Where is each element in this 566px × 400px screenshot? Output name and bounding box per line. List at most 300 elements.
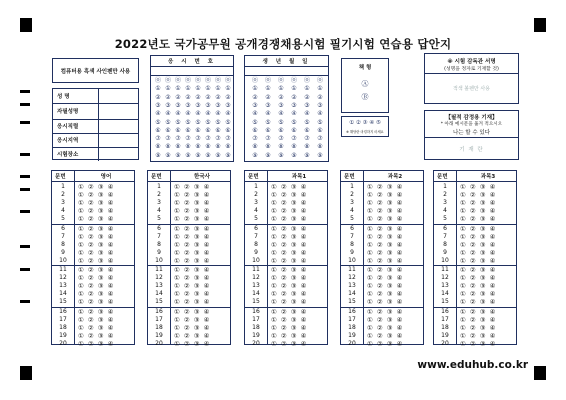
question-number: 20	[59, 339, 67, 347]
answer-choice-bubbles[interactable]: ① ② ③ ④	[174, 323, 211, 332]
exam-number-bubble[interactable]: ⑨	[205, 151, 211, 159]
answer-row	[52, 241, 134, 249]
birth-date-bubble[interactable]: ⑧	[265, 143, 271, 151]
question-number: 17	[59, 315, 67, 323]
question-number: 19	[252, 331, 260, 339]
question-number: 5	[61, 215, 65, 222]
answer-choice-bubbles[interactable]: ① ② ③ ④	[78, 191, 115, 199]
answer-choice-bubbles[interactable]: ① ② ③ ④	[78, 256, 115, 265]
answer-choice-bubbles[interactable]: ① ② ③ ④	[367, 256, 404, 265]
question-number: 1	[443, 183, 447, 190]
exam-number-bubble[interactable]: ⓪	[174, 77, 181, 84]
exam-number-bubble[interactable]: ③	[205, 101, 211, 109]
answer-choice-bubbles[interactable]: ① ② ③ ④	[78, 323, 115, 332]
answer-choice-bubbles[interactable]: ① ② ③ ④	[367, 323, 404, 332]
exam-number-bubble[interactable]: ①	[215, 85, 221, 93]
exam-number-bubble[interactable]: ④	[195, 110, 201, 118]
handwriting-field[interactable]: 기 재 란	[459, 147, 484, 153]
answer-choice-bubbles[interactable]: ① ② ③ ④	[174, 256, 211, 265]
answer-choice-bubbles[interactable]: ① ② ③ ④	[367, 183, 404, 191]
answer-choice-bubbles[interactable]: ① ② ③ ④	[460, 256, 497, 265]
info-row-region	[53, 133, 138, 148]
exam-number-bubble[interactable]: ⑤	[215, 118, 221, 126]
answer-choice-bubbles[interactable]: ① ② ③ ④	[367, 307, 404, 316]
exam-number-bubble[interactable]: ⓪	[164, 77, 171, 84]
exam-number-bubble[interactable]: ⑨	[165, 151, 171, 159]
exam-number-bubble[interactable]: ⑤	[195, 118, 201, 126]
answer-choice-bubbles[interactable]: ① ② ③ ④	[174, 274, 211, 282]
answer-choice-bubbles[interactable]: ① ② ③ ④	[174, 266, 211, 274]
answer-choice-bubbles[interactable]: ① ② ③ ④	[174, 315, 211, 324]
exam-number-bubble[interactable]: ①	[155, 85, 161, 93]
answer-choice-bubbles[interactable]: ① ② ③ ④	[78, 298, 115, 306]
answer-choice-bubbles[interactable]: ① ② ③ ④	[271, 232, 308, 241]
answer-choice-bubbles[interactable]: ① ② ③ ④	[78, 183, 115, 191]
answer-choice-bubbles[interactable]: ① ② ③ ④	[174, 248, 211, 257]
exam-number-bubble[interactable]: ③	[175, 101, 181, 109]
birth-date-bubble[interactable]: ②	[317, 93, 323, 101]
answer-choice-bubbles[interactable]: ① ② ③ ④	[271, 207, 308, 215]
birth-date-bubble[interactable]: ②	[278, 93, 284, 101]
exam-number-bubble[interactable]: ⑦	[225, 135, 231, 143]
birth-date-bubble[interactable]: ⑤	[317, 118, 323, 126]
birth-date-bubble[interactable]: ④	[317, 110, 323, 118]
answer-choice-bubbles[interactable]: ① ② ③ ④	[271, 256, 308, 265]
question-number: 18	[348, 323, 356, 331]
answer-choice-bubbles[interactable]: ① ② ③ ④	[174, 290, 211, 298]
answer-choice-bubbles[interactable]: ① ② ③ ④	[78, 224, 115, 233]
answer-row	[434, 241, 516, 249]
birth-date-bubble[interactable]: ⑨	[317, 151, 323, 159]
exam-number-bubble[interactable]: ③	[155, 101, 161, 109]
answer-choice-bubbles[interactable]: ① ② ③ ④	[367, 282, 404, 290]
answer-row	[148, 183, 230, 191]
exam-number-bubble[interactable]: ⑧	[175, 143, 181, 151]
birth-date-bubble[interactable]: ⑤	[265, 118, 271, 126]
birth-date-bubble[interactable]: ③	[317, 101, 323, 109]
answer-choice-bubbles[interactable]: ① ② ③ ④	[367, 248, 404, 257]
answer-choice-bubbles[interactable]: ① ② ③ ④	[174, 240, 211, 249]
birth-date-bubble[interactable]: ⑨	[252, 151, 258, 159]
exam-number-bubble[interactable]: ⑤	[185, 118, 191, 126]
exam-number-bubble[interactable]: ①	[205, 85, 211, 93]
answer-choice-bubbles[interactable]: ① ② ③ ④	[367, 240, 404, 249]
answer-choice-bubbles[interactable]: ① ② ③ ④	[78, 215, 115, 223]
answer-choice-bubbles[interactable]: ① ② ③ ④	[174, 224, 211, 233]
answer-choice-bubbles[interactable]: ① ② ③ ④	[367, 224, 404, 233]
answer-choice-bubbles[interactable]: ① ② ③ ④	[460, 183, 497, 191]
birth-date-bubble[interactable]: ③	[304, 101, 310, 109]
exam-number-bubble[interactable]: ⑨	[225, 151, 231, 159]
exam-number-bubble[interactable]: ⑦	[195, 135, 201, 143]
question-number: 5	[350, 215, 354, 222]
birth-date-bubble[interactable]: ③	[252, 101, 258, 109]
answer-choice-bubbles[interactable]: ① ② ③ ④	[174, 215, 211, 223]
answer-choice-bubbles[interactable]: ① ② ③ ④	[460, 331, 497, 340]
answer-choice-bubbles[interactable]: ① ② ③ ④	[367, 266, 404, 274]
question-number: 7	[443, 232, 447, 240]
answer-choice-bubbles[interactable]: ① ② ③ ④	[460, 215, 497, 223]
answer-choice-bubbles[interactable]: ① ② ③ ④	[367, 232, 404, 241]
birth-date-bubble[interactable]: ⑤	[304, 118, 310, 126]
exam-number-bubble[interactable]: ⑧	[185, 143, 191, 151]
birth-date-bubble[interactable]: ⓪	[303, 77, 310, 84]
answer-row	[434, 266, 516, 274]
exam-number-bubble[interactable]: ①	[225, 85, 231, 93]
answer-choice-bubbles[interactable]: ① ② ③ ④	[78, 307, 115, 316]
birth-date-bubbles	[245, 77, 330, 161]
answer-choice-bubbles[interactable]: ① ② ③ ④	[174, 339, 211, 348]
birth-date-bubble[interactable]: ④	[278, 110, 284, 118]
birth-date-bubble[interactable]: ③	[265, 101, 271, 109]
birth-date-bubble[interactable]: ④	[304, 110, 310, 118]
answer-choice-bubbles[interactable]: ① ② ③ ④	[271, 199, 308, 207]
answer-row	[434, 308, 516, 316]
question-number: 7	[350, 232, 354, 240]
question-number: 4	[443, 207, 447, 214]
birth-date-bubble[interactable]: ⑤	[291, 118, 297, 126]
exam-number-bubble[interactable]: ④	[215, 110, 221, 118]
exam-number-bubble[interactable]: ⑤	[205, 118, 211, 126]
exam-number-bubble[interactable]: ③	[195, 101, 201, 109]
exam-number-bubble[interactable]: ①	[185, 85, 191, 93]
birth-date-bubble[interactable]: ①	[317, 85, 323, 93]
answer-choice-bubbles[interactable]: ① ② ③ ④	[271, 331, 308, 340]
registration-mark-top-left	[20, 18, 32, 32]
answer-row	[245, 225, 327, 233]
answer-choice-bubbles[interactable]: ① ② ③ ④	[460, 224, 497, 233]
exam-number-bubble[interactable]: ①	[175, 85, 181, 93]
exam-number-bubble[interactable]: ⓪	[204, 77, 211, 84]
exam-number-bubble[interactable]: ④	[175, 110, 181, 118]
birth-date-bubble[interactable]: ⑤	[278, 118, 284, 126]
birth-date-bubble[interactable]: ⓪	[264, 77, 271, 84]
answer-choice-bubbles[interactable]: ① ② ③ ④	[174, 307, 211, 316]
answer-row	[341, 207, 423, 215]
exam-number-bubble[interactable]: ⑦	[215, 135, 221, 143]
answer-choice-bubbles[interactable]: ① ② ③ ④	[271, 282, 308, 290]
answer-choice-bubbles[interactable]: ① ② ③ ④	[460, 298, 497, 306]
answer-choice-bubbles[interactable]: ① ② ③ ④	[174, 331, 211, 340]
answer-choice-bubbles[interactable]: ① ② ③ ④	[271, 191, 308, 199]
birth-date-bubble[interactable]: ②	[252, 93, 258, 101]
birth-date-bubble[interactable]: ⑨	[304, 151, 310, 159]
exam-number-bubble[interactable]: ③	[185, 101, 191, 109]
birth-date-bubble[interactable]: ⑨	[265, 151, 271, 159]
answer-choice-bubbles[interactable]: ① ② ③ ④	[367, 298, 404, 306]
birth-date-bubble[interactable]: ⑦	[304, 135, 310, 143]
answer-choice-bubbles[interactable]: ① ② ③ ④	[78, 232, 115, 241]
answer-choice-bubbles[interactable]: ① ② ③ ④	[367, 331, 404, 340]
exam-number-bubble[interactable]: ⑤	[175, 118, 181, 126]
birth-date-bubble[interactable]: ③	[291, 101, 297, 109]
birth-date-bubble[interactable]: ①	[278, 85, 284, 93]
answer-choice-bubbles[interactable]: ① ② ③ ④	[271, 224, 308, 233]
signature-field[interactable]	[99, 103, 138, 119]
exam-number-bubble[interactable]: ⓪	[184, 77, 191, 84]
answer-choice-bubbles[interactable]: ① ② ③ ④	[367, 199, 404, 207]
answer-choice-bubbles[interactable]: ① ② ③ ④	[271, 339, 308, 348]
answer-row	[434, 290, 516, 298]
answer-row	[341, 257, 423, 265]
birth-date-bubble[interactable]: ⑥	[317, 126, 323, 134]
question-number: 10	[252, 256, 260, 264]
exam-number-bubble[interactable]: ④	[185, 110, 191, 118]
birth-date-bubble[interactable]: ⑥	[252, 126, 258, 134]
question-number: 10	[59, 256, 67, 264]
answer-choice-bubbles[interactable]: ① ② ③ ④	[271, 266, 308, 274]
exam-number-bubble[interactable]: ⑨	[195, 151, 201, 159]
answer-choice-bubbles[interactable]: ① ② ③ ④	[174, 298, 211, 306]
answer-row	[341, 340, 423, 348]
exam-number-bubble[interactable]: ⑧	[165, 143, 171, 151]
birth-date-bubble[interactable]: ⑤	[252, 118, 258, 126]
answer-choice-bubbles[interactable]: ① ② ③ ④	[271, 274, 308, 282]
exam-number-bubble[interactable]: ③	[225, 101, 231, 109]
exam-number-bubble[interactable]: ⑦	[185, 135, 191, 143]
answer-choice-bubbles[interactable]: ① ② ③ ④	[460, 282, 497, 290]
answer-choice-bubbles[interactable]: ① ② ③ ④	[78, 240, 115, 249]
booklet-option-b[interactable]: Ⓑ	[361, 93, 369, 101]
answer-choice-bubbles[interactable]: ① ② ③ ④	[460, 339, 497, 348]
answer-choice-bubbles[interactable]: ① ② ③ ④	[271, 183, 308, 191]
exam-number-bubble[interactable]: ②	[225, 93, 231, 101]
birth-date-bubble[interactable]: ⑨	[278, 151, 284, 159]
exam-number-bubble[interactable]: ⓪	[154, 77, 161, 84]
birth-date-bubble[interactable]: ③	[278, 101, 284, 109]
birth-date-bubble[interactable]: ⑧	[278, 143, 284, 151]
exam-number-bubble[interactable]: ⑦	[165, 135, 171, 143]
exam-number-bubble[interactable]: ②	[185, 93, 191, 101]
birth-date-bubble[interactable]: ④	[291, 110, 297, 118]
exam-number-bubble[interactable]: ②	[165, 93, 171, 101]
birth-date-bubble[interactable]: ⓪	[251, 77, 258, 84]
answer-choice-bubbles[interactable]: ① ② ③ ④	[460, 191, 497, 199]
birth-date-bubble[interactable]: ⑧	[252, 143, 258, 151]
question-number: 13	[59, 282, 67, 289]
answer-choice-bubbles[interactable]: ① ② ③ ④	[460, 274, 497, 282]
exam-number-bubble[interactable]: ④	[225, 110, 231, 118]
birth-date-bubble[interactable]: ⑦	[317, 135, 323, 143]
answer-column	[244, 170, 328, 348]
answer-choice-bubbles[interactable]: ① ② ③ ④	[460, 232, 497, 241]
exam-number-bubble[interactable]: ⑥	[225, 126, 231, 134]
answer-choice-bubbles[interactable]: ① ② ③ ④	[271, 315, 308, 324]
exam-number-bubble[interactable]: ④	[205, 110, 211, 118]
answer-choice-bubbles[interactable]: ① ② ③ ④	[174, 232, 211, 241]
answer-choice-bubbles[interactable]: ① ② ③ ④	[460, 240, 497, 249]
birth-date-bubble[interactable]: ⑥	[265, 126, 271, 134]
answer-choice-bubbles[interactable]: ① ② ③ ④	[460, 323, 497, 332]
exam-number-bubble[interactable]: ⑥	[155, 126, 161, 134]
answer-choice-bubbles[interactable]: ① ② ③ ④	[174, 191, 211, 199]
answer-choice-bubbles[interactable]: ① ② ③ ④	[271, 307, 308, 316]
answer-choice-bubbles[interactable]: ① ② ③ ④	[271, 240, 308, 249]
exam-number-bubble[interactable]: ⑨	[215, 151, 221, 159]
answer-row	[52, 298, 134, 306]
answer-row	[148, 207, 230, 215]
question-number: 17	[441, 315, 449, 323]
question-number: 4	[350, 207, 354, 214]
booklet-type-box	[341, 58, 389, 113]
answer-choice-bubbles[interactable]: ① ② ③ ④	[174, 199, 211, 207]
answer-row	[52, 332, 134, 340]
answer-choice-bubbles[interactable]: ① ② ③ ④	[367, 315, 404, 324]
answer-choice-bubbles[interactable]: ① ② ③ ④	[78, 290, 115, 298]
answer-row	[245, 298, 327, 306]
answer-choice-bubbles[interactable]: ① ② ③ ④	[460, 199, 497, 207]
birth-date-bubble[interactable]: ⑥	[304, 126, 310, 134]
answer-choice-bubbles[interactable]: ① ② ③ ④	[78, 207, 115, 215]
birth-date-bubble[interactable]: ⓪	[277, 77, 284, 84]
birth-date-bubble[interactable]: ④	[252, 110, 258, 118]
booklet-note-text: ※ 해당란 마킹하지 마세요	[346, 130, 384, 134]
exam-number-bubble[interactable]: ②	[205, 93, 211, 101]
birth-date-bubble[interactable]: ⑦	[278, 135, 284, 143]
answer-choice-bubbles[interactable]: ① ② ③ ④	[78, 266, 115, 274]
answer-choice-bubbles[interactable]: ① ② ③ ④	[271, 298, 308, 306]
exam-number-bubble[interactable]: ⑧	[215, 143, 221, 151]
answer-choice-bubbles[interactable]: ① ② ③ ④	[78, 315, 115, 324]
birth-date-bubble[interactable]: ⑧	[304, 143, 310, 151]
exam-number-bubble[interactable]: ③	[165, 101, 171, 109]
question-number: 8	[350, 240, 354, 248]
exam-number-bubble[interactable]: ④	[165, 110, 171, 118]
answer-choice-bubbles[interactable]: ① ② ③ ④	[460, 207, 497, 215]
birth-date-bubble[interactable]: ②	[265, 93, 271, 101]
exam-number-bubble[interactable]: ③	[215, 101, 221, 109]
birth-date-bubble[interactable]: ①	[304, 85, 310, 93]
question-number: 19	[155, 331, 163, 339]
birth-date-bubble[interactable]: ⑦	[291, 135, 297, 143]
birth-date-bubble[interactable]: ①	[252, 85, 258, 93]
booklet-option-a[interactable]: Ⓐ	[361, 80, 369, 88]
answer-choice-bubbles[interactable]: ① ② ③ ④	[367, 339, 404, 348]
question-number: 1	[350, 183, 354, 190]
answer-choice-bubbles[interactable]: ① ② ③ ④	[271, 248, 308, 257]
answer-choice-bubbles[interactable]: ① ② ③ ④	[460, 266, 497, 274]
exam-number-bubble[interactable]: ②	[215, 93, 221, 101]
answer-row	[434, 249, 516, 257]
exam-number-bubble[interactable]: ⑤	[155, 118, 161, 126]
answer-choice-bubbles[interactable]: ① ② ③ ④	[367, 215, 404, 223]
exam-number-bubble[interactable]: ④	[155, 110, 161, 118]
birth-date-bubble[interactable]: ⑧	[291, 143, 297, 151]
birth-date-bubble[interactable]: ①	[291, 85, 297, 93]
exam-number-bubble[interactable]: ②	[195, 93, 201, 101]
exam-number-bubble[interactable]: ⑧	[155, 143, 161, 151]
answer-choice-bubbles[interactable]: ① ② ③ ④	[78, 331, 115, 340]
exam-number-bubble[interactable]: ⑥	[195, 126, 201, 134]
answer-choice-bubbles[interactable]: ① ② ③ ④	[271, 215, 308, 223]
exam-number-bubble[interactable]: ⑦	[155, 135, 161, 143]
exam-number-bubble[interactable]: ⑥	[165, 126, 171, 134]
venue-field[interactable]	[99, 147, 138, 161]
answer-choice-bubbles[interactable]: ① ② ③ ④	[78, 248, 115, 257]
birth-date-bubble[interactable]: ⑦	[252, 135, 258, 143]
answer-row	[245, 183, 327, 191]
question-number: 1	[254, 183, 258, 190]
answer-choice-bubbles[interactable]: ① ② ③ ④	[460, 248, 497, 257]
answer-choice-bubbles[interactable]: ① ② ③ ④	[460, 307, 497, 316]
answer-choice-bubbles[interactable]: ① ② ③ ④	[78, 339, 115, 348]
exam-number-bubble[interactable]: ⑥	[205, 126, 211, 134]
answer-choice-bubbles[interactable]: ① ② ③ ④	[271, 323, 308, 332]
exam-number-bubble[interactable]: ⑤	[165, 118, 171, 126]
question-number: 13	[348, 282, 356, 289]
exam-number-bubble[interactable]: ⑦	[175, 135, 181, 143]
exam-number-bubble[interactable]: ⓪	[194, 77, 201, 84]
birth-date-bubble[interactable]: ⑨	[291, 151, 297, 159]
series-field[interactable]	[99, 119, 138, 133]
exam-number-bubble[interactable]: ⑨	[175, 151, 181, 159]
birth-date-bubble[interactable]: ①	[265, 85, 271, 93]
timing-mark	[20, 153, 30, 156]
region-field[interactable]	[99, 133, 138, 147]
exam-number-bubble[interactable]: ①	[165, 85, 171, 93]
birth-date-bubble[interactable]: ②	[291, 93, 297, 101]
exam-number-bubble[interactable]: ⑧	[195, 143, 201, 151]
question-number: 8	[61, 240, 65, 248]
answer-choice-bubbles[interactable]: ① ② ③ ④	[174, 207, 211, 215]
birth-date-bubble[interactable]: ⑧	[317, 143, 323, 151]
answer-choice-bubbles[interactable]: ① ② ③ ④	[174, 183, 211, 191]
exam-number-bubble[interactable]: ①	[195, 85, 201, 93]
exam-number-bubble[interactable]: ⑨	[185, 151, 191, 159]
answer-choice-bubbles[interactable]: ① ② ③ ④	[460, 315, 497, 324]
exam-number-bubble[interactable]: ⑤	[225, 118, 231, 126]
answer-choice-bubbles[interactable]: ① ② ③ ④	[271, 290, 308, 298]
answer-row	[148, 233, 230, 241]
birth-date-bubble[interactable]: ⑥	[291, 126, 297, 134]
exam-number-bubble[interactable]: ⑧	[205, 143, 211, 151]
answer-choice-bubbles[interactable]: ① ② ③ ④	[367, 191, 404, 199]
name-field[interactable]	[99, 89, 138, 103]
birth-date-bubble[interactable]: ④	[265, 110, 271, 118]
exam-number-bubble[interactable]: ②	[175, 93, 181, 101]
birth-date-bubble[interactable]: ⓪	[290, 77, 297, 84]
answer-row	[52, 308, 134, 316]
birth-date-bubble[interactable]: ⑥	[278, 126, 284, 134]
question-number: 14	[59, 290, 67, 297]
answer-choice-bubbles[interactable]: ① ② ③ ④	[78, 282, 115, 290]
answer-choice-bubbles[interactable]: ① ② ③ ④	[460, 290, 497, 298]
exam-number-bubble[interactable]: ⑨	[155, 151, 161, 159]
exam-number-bubble[interactable]: ⓪	[214, 77, 221, 84]
question-number: 5	[157, 215, 161, 222]
exam-number-bubble[interactable]: ⑥	[215, 126, 221, 134]
answer-choice-bubbles[interactable]: ① ② ③ ④	[174, 282, 211, 290]
exam-number-bubble[interactable]: ⑥	[185, 126, 191, 134]
answer-choice-bubbles[interactable]: ① ② ③ ④	[367, 274, 404, 282]
answer-row	[245, 282, 327, 290]
question-number: 10	[155, 256, 163, 264]
subject-label: 한국사	[194, 174, 210, 180]
answer-choice-bubbles[interactable]: ① ② ③ ④	[367, 290, 404, 298]
exam-number-bubble[interactable]: ⑧	[225, 143, 231, 151]
exam-number-bubble[interactable]: ⑥	[175, 126, 181, 134]
answer-choice-bubbles[interactable]: ① ② ③ ④	[78, 274, 115, 282]
exam-number-bubble[interactable]: ⑦	[205, 135, 211, 143]
birth-date-bubble[interactable]: ⑦	[265, 135, 271, 143]
answer-choice-bubbles[interactable]: ① ② ③ ④	[78, 199, 115, 207]
birth-date-bubble[interactable]: ⓪	[316, 77, 323, 84]
exam-number-bubble[interactable]: ⓪	[224, 77, 231, 84]
proctor-signature-field[interactable]: 적색 볼펜만 사용	[453, 86, 490, 92]
exam-number-bubble[interactable]: ②	[155, 93, 161, 101]
answer-choice-bubbles[interactable]: ① ② ③ ④	[367, 207, 404, 215]
birth-date-bubble[interactable]: ②	[304, 93, 310, 101]
